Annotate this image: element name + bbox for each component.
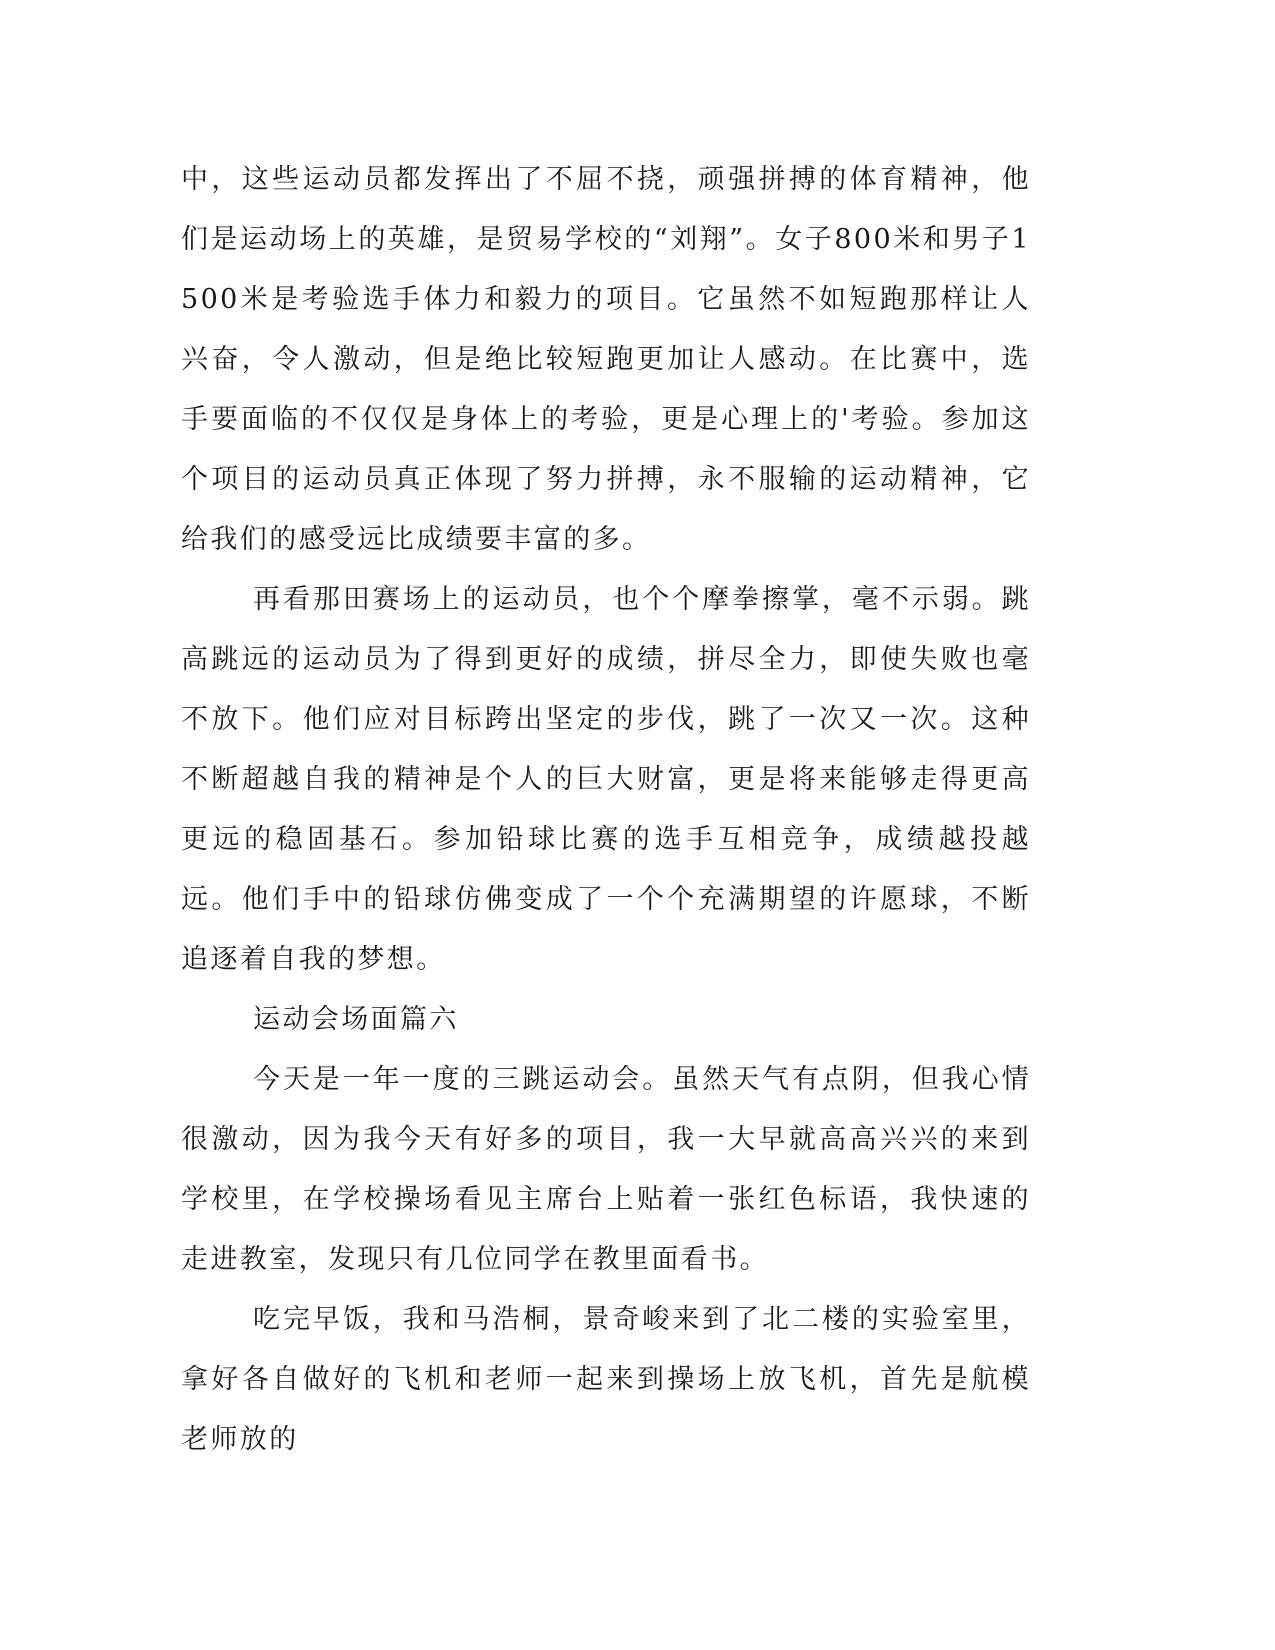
paragraph-airplane-flying: 吃完早饭，我和马浩桐，景奇峻来到了北二楼的实验室里，拿好各自做好的飞机和老师一起来到操场上放飞机，首先是航模老师放的 (181, 1304, 1031, 1455)
paragraph-sports-day-intro: 今天是一年一度的三跳运动会。虽然天气有点阴，但我心情很激动，因为我今天有好多的项目，我一大早就高高兴兴的来到学校里，在学校操场看见主席台上贴着一张红色标语，我快速的走进教室，发现只有几位同学在教里面看书。 (181, 1064, 1031, 1275)
section-heading: 运动会场面篇六 (253, 1004, 459, 1035)
paragraph-continuation: 中，这些运动员都发挥出了不屈不挠，顽强拼搏的体育精神，他们是运动场上的英雄，是贸易学校的“刘翔”。女子800米和男子1500米是考验选手体力和毅力的项目。它虽然不如短跑那样让人兴奋，令人激动，但是绝比较短跑更加让人感动。在比赛中，选手要面临的不仅仅是身体上的考验，更是心理上的'考验。参加这个项目的运动员真正体现了努力拼搏，永不服输的运动精神，它给我们的感受远比成绩要丰富的多。 (181, 164, 1031, 555)
paragraph-field-events: 再看那田赛场上的运动员，也个个摩拳擦掌，毫不示弱。跳高跳远的运动员为了得到更好的成绩，拼尽全力，即使失败也毫不放下。他们应对目标跨出坚定的步伐，跳了一次又一次。这种不断超越自我的精神是个人的巨大财富，更是将来能够走得更高更远的稳固基石。参加铅球比赛的选手互相竞争，成绩越投越远。他们手中的铅球仿佛变成了一个个充满期望的许愿球，不断追逐着自我的梦想。 (181, 584, 1031, 975)
document-body (181, 150, 1031, 1470)
